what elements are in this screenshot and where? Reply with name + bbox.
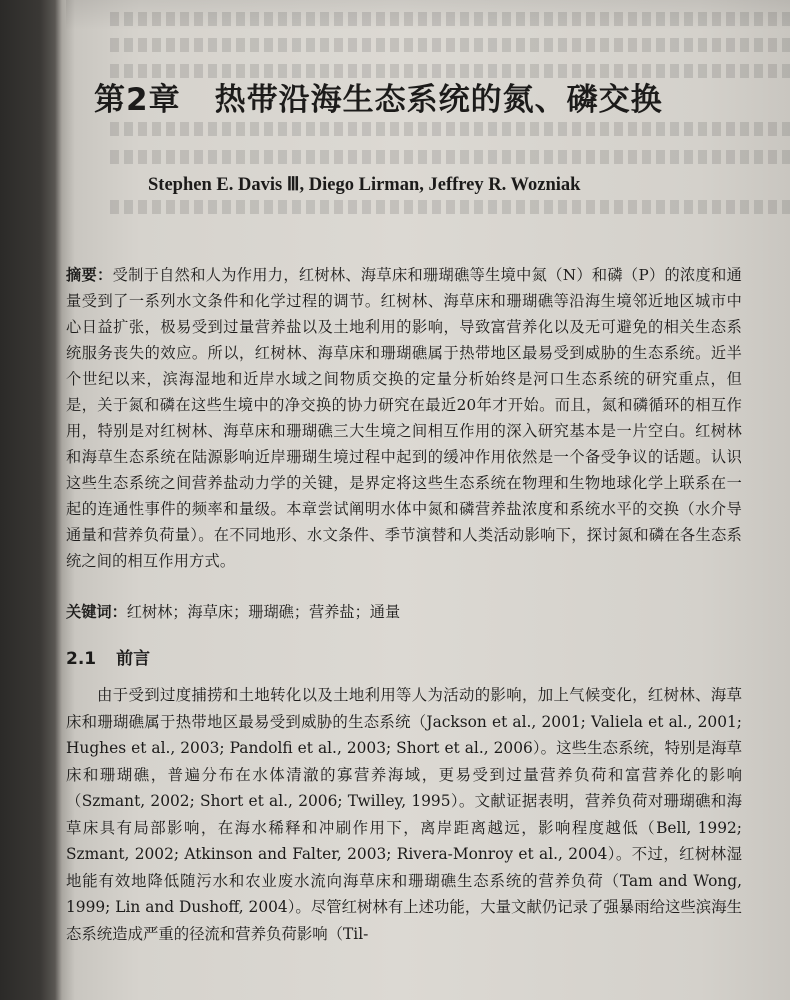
abstract-label: 摘要： [66,266,113,284]
body-paragraph: 由于受到过度捕捞和土地转化以及土地利用等人为活动的影响，加上气候变化，红树林、海草床和珊瑚礁属于热带地区最易受到威胁的生态系统（Jackson et al., 2001; Valiela et al., 2001; Hughes et al., 2003; Pandolfi et al., 2003; Short et al., 2006）。这些生态系统，特别是海草床和珊瑚礁，普遍分布在水体清澈的寡营养海域，更易受到过量营养负荷和富营养化的影响（Szmant, 2002; Short et al., 2006; Twilley, 1995）。文献证据表明，营养负荷对珊瑚礁和海草床具有局部影响，在海水稀释和冲刷作用下，离岸距离越远，影响程度越低（Bell, 1992; Szmant, 2002; Atkinson and Falter, 2003; Rivera-Monroy et al., 2004）。不过，红树林湿地能有效地降低随污水和农业废水流向海草床和珊瑚礁生态系统的营养负荷（Tam and Wong, 1999; Lin and Dushoff, 2004）。尽管红树林有上述功能，大量文献仍记录了强暴雨给这些滨海生态系统造成严重的径流和营养负荷影响（Til- [66,686,742,943]
top-shadow [66,0,790,30]
keywords [66,600,742,624]
section-heading [66,644,150,669]
chapter-title [94,74,774,119]
keywords-label: 关键词： [66,603,127,621]
abstract [66,262,742,574]
chapter-number: 第2章 [94,82,181,118]
authors: Stephen E. Davis Ⅲ, Diego Lirman, Jeffrey R. Wozniak [148,175,581,195]
book-page [66,0,790,1000]
abstract-text: 受制于自然和人为作用力，红树林、海草床和珊瑚礁等生境中氮（N）和磷（P）的浓度和通量受到了一系列水文条件和化学过程的调节。红树林、海草床和珊瑚礁等沿海生境邻近地区城市中心日益扩张，极易受到过量营养盐以及土地利用的影响，导致富营养化以及无可避免的相关生态系统服务丧失的效应。所以，红树林、海草床和珊瑚礁属于热带地区最易受到威胁的生态系统。近半个世纪以来，滨海湿地和近岸水域之间物质交换的定量分析始终是河口生态系统的研究重点，但是，关于氮和磷在这些生境中的净交换的协力研究在最近20年才开始。而且，氮和磷循环的相互作用，特别是对红树林、海草床和珊瑚礁三大生境之间相互作用的深入研究基本是一片空白。红树林和海草生态系统在陆源影响近岸珊瑚生境过程中起到的缓冲作用依然是一个备受争议的话题。认识这些生态系统之间营养盐动力学的关键，是界定将这些生态系统在物理和生物地球化学上联系在一起的连通性事件的频率和量级。本章尝试阐明水体中氮和磷营养盐浓度和系统水平的交换（水介导通量和营养负荷量）。在不同地形、水文条件、季节演替和人类活动影响下，探讨氮和磷在各生态系统之间的相互作用方式。 [66,266,742,570]
keywords-text: 红树林；海草床；珊瑚礁；营养盐；通量 [126,603,401,621]
chapter-title-text: 热带沿海生态系统的氮、磷交换 [214,82,663,118]
section-title: 前言 [116,649,151,669]
section-number: 2.1 [66,649,97,669]
